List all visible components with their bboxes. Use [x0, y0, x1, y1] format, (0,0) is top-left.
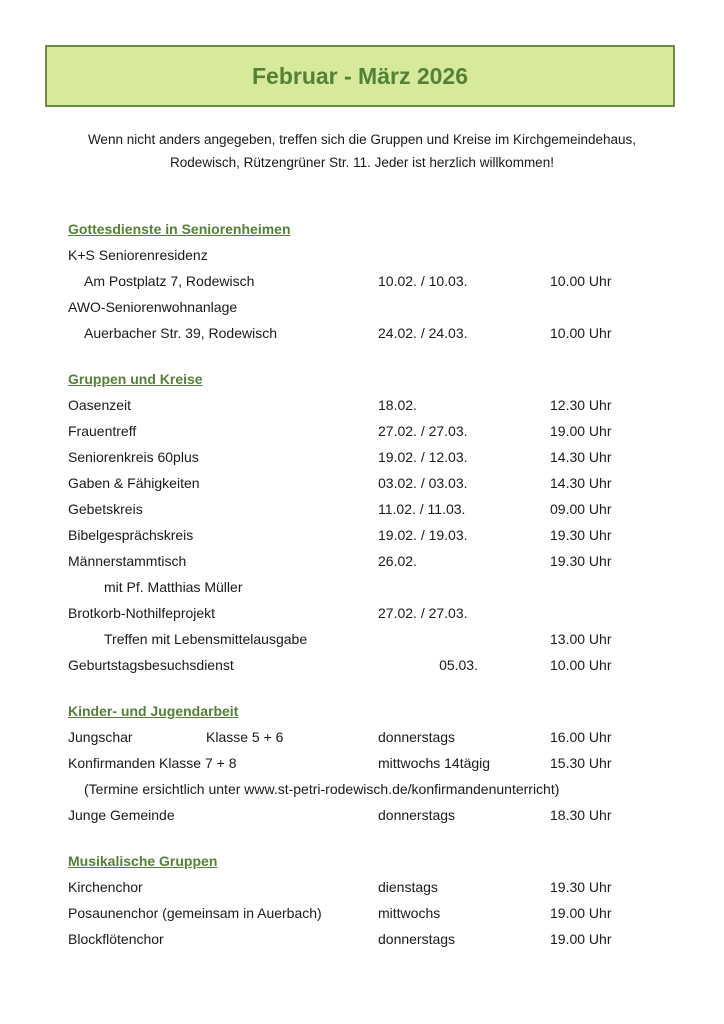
item-date: 11.02. / 11.03. [378, 501, 466, 517]
section-heading: Kinder- und Jugendarbeit [68, 703, 239, 719]
list-item [68, 724, 668, 750]
list-item [68, 926, 668, 952]
intro-line-2: Rodewisch, Rützengrüner Str. 11. Jeder ist herzlich willkommen! [170, 155, 554, 170]
item-name: Jungschar [68, 729, 133, 745]
item-date: 24.02. / 24.03. [378, 325, 468, 341]
item-date: mittwochs 14tägig [378, 755, 491, 771]
item-date: 19.02. / 19.03. [378, 527, 468, 543]
item-time: 10.00 Uhr [550, 273, 612, 289]
section-heading: Musikalische Gruppen [68, 853, 218, 869]
item-time: 19.30 Uhr [550, 527, 612, 543]
list-item [68, 626, 668, 652]
item-name: Seniorenkreis 60plus [68, 449, 199, 465]
item-name: Treffen mit Lebensmittelausgabe [104, 631, 308, 647]
section-gruppen-und-kreise [68, 366, 668, 678]
item-date: 27.02. / 27.03. [378, 423, 468, 439]
item-date: 10.02. / 10.03. [378, 273, 468, 289]
item-time: 18.30 Uhr [550, 807, 612, 823]
intro-text [40, 128, 684, 174]
section-kinder-und-jugendarbeit [68, 698, 668, 828]
list-item [68, 548, 668, 574]
intro-line-1: Wenn nicht anders angegeben, treffen sich die Gruppen und Kreise im Kirchgemeindehaus, [87, 132, 637, 147]
title-box [45, 45, 675, 107]
section-gottesdienste [68, 216, 668, 346]
item-name: Oasenzeit [68, 397, 132, 413]
item-date: 27.02. / 27.03. [378, 605, 468, 621]
schedule [68, 216, 668, 972]
item-name: Brotkorb-Nothilfeprojekt [68, 605, 216, 621]
section-musikalische-gruppen [68, 848, 668, 952]
item-time: 14.30 Uhr [550, 449, 612, 465]
item-name: Geburtstagsbesuchsdienst [68, 657, 234, 673]
list-item [68, 242, 668, 268]
item-date: donnerstags [378, 807, 456, 823]
item-name: Gebetskreis [68, 501, 143, 517]
item-date: 18.02. [378, 397, 417, 413]
item-class: Klasse 5 + 6 [206, 729, 284, 745]
item-time: 19.30 Uhr [550, 879, 612, 895]
item-date: mittwochs [378, 905, 441, 921]
list-item [68, 802, 668, 828]
item-time: 15.30 Uhr [550, 755, 612, 771]
section-heading: Gruppen und Kreise [68, 371, 203, 387]
item-date: 05.03. [439, 657, 478, 673]
item-name: Gaben & Fähigkeiten [68, 475, 200, 491]
list-item [68, 652, 668, 678]
item-name: Frauentreff [68, 423, 137, 439]
item-time: 19.00 Uhr [550, 423, 612, 439]
item-name: mit Pf. Matthias Müller [104, 579, 243, 595]
item-time: 10.00 Uhr [550, 657, 612, 673]
list-item [68, 444, 668, 470]
item-time: 14.30 Uhr [550, 475, 612, 491]
item-name: AWO-Seniorenwohnanlage [68, 299, 238, 315]
list-item [68, 750, 668, 776]
item-name: Kirchenchor [68, 879, 143, 895]
page-title: Februar - März 2026 [251, 62, 469, 89]
list-item [68, 522, 668, 548]
item-note: (Termine ersichtlich unter www.st-petri-rodewisch.de/konfirmandenunterricht) [84, 781, 560, 797]
item-date: 19.02. / 12.03. [378, 449, 468, 465]
list-item [68, 392, 668, 418]
item-name: Männerstammtisch [68, 553, 187, 569]
item-date: donnerstags [378, 931, 456, 947]
item-name: Posaunenchor (gemeinsam in Auerbach) [68, 905, 322, 921]
item-date: dienstags [378, 879, 438, 895]
list-item [68, 320, 668, 346]
list-item [68, 470, 668, 496]
item-name: Auerbacher Str. 39, Rodewisch [84, 325, 277, 341]
item-time: 12.30 Uhr [550, 397, 612, 413]
item-name: Junge Gemeinde [68, 807, 175, 823]
item-time: 19.30 Uhr [550, 553, 612, 569]
item-time: 19.00 Uhr [550, 905, 612, 921]
item-name: Konfirmanden Klasse 7 + 8 [68, 755, 237, 771]
item-name: K+S Seniorenresidenz [68, 247, 208, 263]
section-heading: Gottesdienste in Seniorenheimen [68, 221, 291, 237]
item-time: 13.00 Uhr [550, 631, 612, 647]
item-name: Bibelgesprächskreis [68, 527, 194, 543]
item-date: donnerstags [378, 729, 456, 745]
item-time: 10.00 Uhr [550, 325, 612, 341]
list-item [68, 294, 668, 320]
item-time: 09.00 Uhr [550, 501, 612, 517]
item-date: 26.02. [378, 553, 417, 569]
item-name: Am Postplatz 7, Rodewisch [84, 273, 255, 289]
list-item [68, 776, 668, 802]
item-name: Blockflötenchor [68, 931, 164, 947]
item-date: 03.02. / 03.03. [378, 475, 468, 491]
list-item [68, 874, 668, 900]
list-item [68, 496, 668, 522]
list-item [68, 574, 668, 600]
list-item [68, 600, 668, 626]
list-item [68, 900, 668, 926]
item-time: 19.00 Uhr [550, 931, 612, 947]
list-item [68, 268, 668, 294]
item-time: 16.00 Uhr [550, 729, 612, 745]
list-item [68, 418, 668, 444]
